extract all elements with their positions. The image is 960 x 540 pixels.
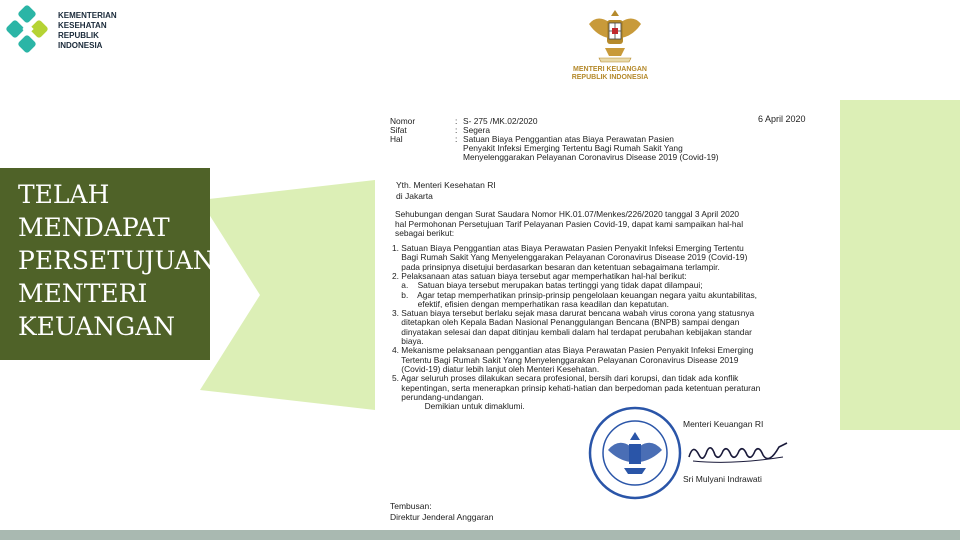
kemenkes-line: INDONESIA <box>58 41 103 50</box>
carbon-copy <box>390 501 493 523</box>
footer-bar <box>0 530 960 540</box>
meta-colon: : <box>455 134 458 144</box>
meta-value: Satuan Biaya Penggantian atas Biaya Perawatan Pasien <box>463 134 674 144</box>
kemenkes-line: KESEHATAN <box>58 21 107 30</box>
decorative-triangle-left <box>200 160 375 430</box>
kemenkes-line: REPUBLIK <box>58 31 99 40</box>
signatory-name: Sri Mulyani Indrawati <box>683 474 762 484</box>
point-line: 5. Agar seluruh proses dilakukan secara profesional, bersih dari korupsi, dan tidak ada konflik <box>392 373 739 384</box>
point-line: (Covid-19) diatur lebih lanjut oleh Menteri Kesehatan. <box>392 363 600 374</box>
addressee <box>396 180 496 202</box>
meta-label: Sifat <box>390 125 407 135</box>
signatory-title: Menteri Keuangan RI <box>683 419 764 429</box>
handwritten-signature <box>683 437 793 469</box>
meta-colon: : <box>455 116 458 126</box>
kemenkeu-line: MENTERI KEUANGAN <box>573 66 647 73</box>
title-line: KEUANGAN <box>18 312 176 341</box>
kemenkeu-line: REPUBLIK INDONESIA <box>571 74 649 81</box>
garuda-emblem-icon <box>585 4 645 66</box>
cc-line: Direktur Jenderal Anggaran <box>390 512 494 522</box>
point-line: 3. Satuan biaya tersebut berlaku sejak masa darurat bencana wabah virus corona yang statusnya <box>392 308 755 319</box>
intro-line: sebagai berikut: <box>395 228 455 238</box>
cc-line: Tembusan: <box>390 501 432 511</box>
point-line: Bagi Rumah Sakit Yang Menyelenggarakan Pelayanan Coronavirus Disease 2019 (Covid-19) <box>392 252 748 263</box>
meta-label: Nomor <box>390 116 416 126</box>
kemenkes-logo-icon <box>6 5 54 53</box>
point-line: a. Satuan biaya tersebut merupakan batas tertinggi yang tidak dapat dilampaui; <box>392 280 703 291</box>
point-line: Tertentu Bagi Rumah Sakit Yang Menyelenggarakan Pelayanan Coronavirus Disease 2019 <box>392 354 739 365</box>
meta-label: Hal <box>390 134 403 144</box>
intro-line: hal Permohonan Persetujuan Tarif Pelayanan Pasien Covid-19, dapat kami sampaikan hal-hal <box>395 218 744 229</box>
meta-value: Segera <box>463 125 491 135</box>
point-line: pada prinsipnya disetujui berdasarkan besaran dan ketentuan sebagaimana terlampir. <box>392 261 720 272</box>
title-line: TELAH <box>18 180 110 209</box>
hal-line: Menyelenggarakan Pelayanan Coronavirus Disease 2019 (Covid-19) <box>463 152 719 162</box>
title-line: MENTERI <box>18 279 148 308</box>
letter-date: 6 April 2020 <box>758 114 806 124</box>
point-line: 4. Mekanisme pelaksanaan penggantian atas Biaya Perawatan Pasien Penyakit Infeksi Emerging <box>392 345 754 356</box>
kemenkes-line: KEMENTERIAN <box>58 11 117 20</box>
title-line: PERSETUJUAN <box>18 246 215 275</box>
point-line: efektif, efisien dengan memperhatikan rasa keadilan dan kepatutan. <box>392 298 670 309</box>
addressee-line: di Jakarta <box>396 191 433 201</box>
point-line: ditetapkan oleh Kepala Badan Nasional Penanggulangan Bencana (BNPB) sampai dengan <box>392 317 740 328</box>
point-line: perundang-undangan. <box>392 391 484 402</box>
title-line: MENDAPAT <box>18 213 170 242</box>
intro-line: Sehubungan dengan Surat Saudara Nomor HK.01.07/Menkes/226/2020 tanggal 3 April 2020 <box>395 209 740 219</box>
kemenkeu-heading <box>540 66 680 82</box>
point-line: b. Agar tetap memperhatikan prinsip-prinsip pengelolaan keuangan negara yaitu akuntabilitas, <box>392 289 758 300</box>
point-line: 2. Pelaksanaan atas satuan biaya tersebut agar memperhatikan hal-hal berikut: <box>392 270 687 281</box>
meta-value: S- 275 /MK.02/2020 <box>463 116 538 126</box>
ministry-seal-stamp <box>586 404 684 502</box>
point-line: biaya. <box>392 336 424 346</box>
addressee-line: Yth. Menteri Kesehatan RI <box>396 180 496 190</box>
point-line: dinyatakan selesai dan dapat ditinjau kembali dalam hal terdapat perubahan kebijakan standar <box>392 326 752 337</box>
point-line: 1. Satuan Biaya Penggantian atas Biaya Perawatan Pasien Penyakit Infeksi Emerging Tertentu <box>392 243 744 253</box>
point-line: kepentingan, serta menerapkan prinsip kehati-hatian dan berpedoman pada ketentuan peraturan <box>392 382 761 393</box>
kemenkes-wordmark <box>58 11 117 51</box>
point-line: Demikian untuk dimaklumi. <box>392 401 525 412</box>
decorative-shape-right <box>840 100 960 430</box>
hal-line: Penyakit Infeksi Emerging Tertentu Bagi Rumah Sakit Yang <box>463 143 683 153</box>
slide-title <box>18 178 215 343</box>
meta-colon: : <box>455 125 458 135</box>
